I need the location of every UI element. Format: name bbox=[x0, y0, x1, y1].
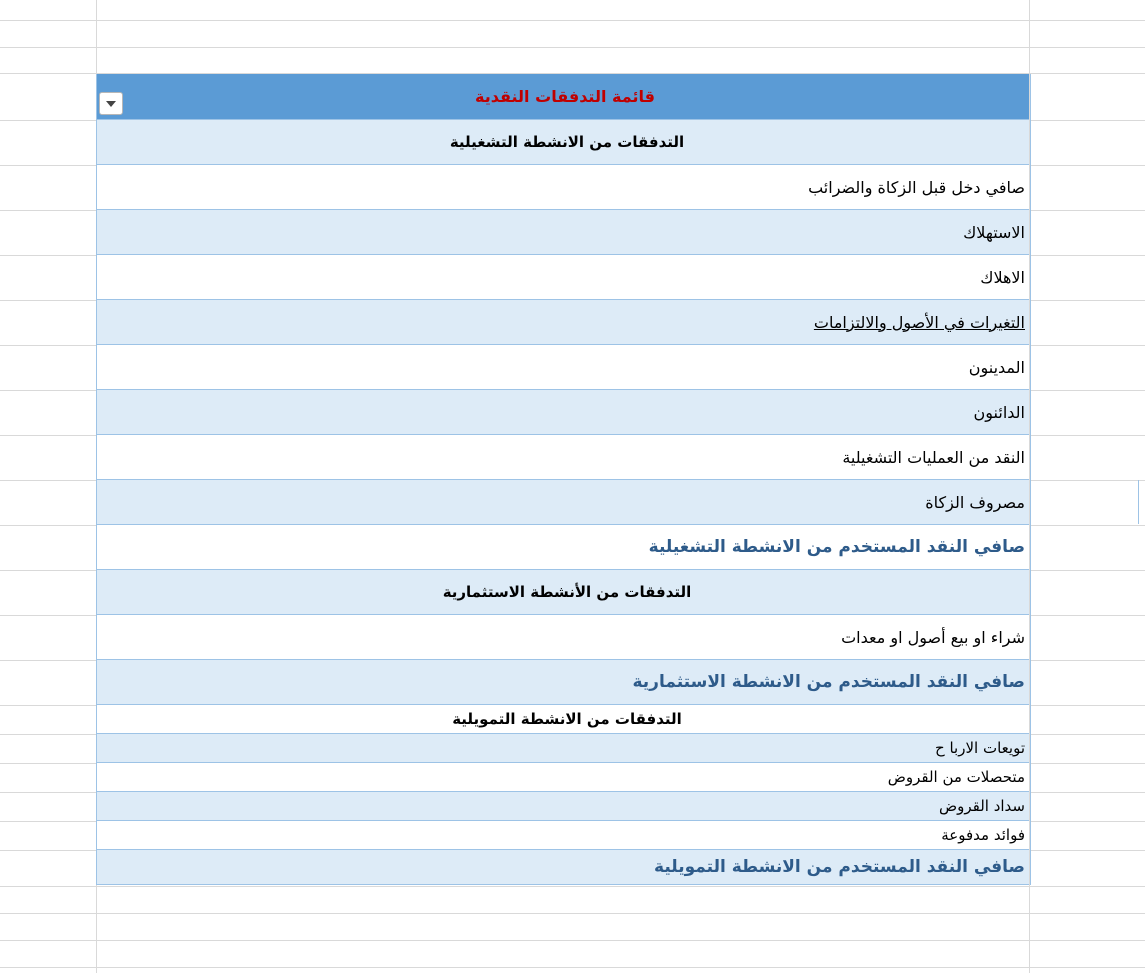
total-label: صافي النقد المستخدم من الانشطة التمويلية bbox=[654, 857, 1025, 877]
section-row-investing[interactable] bbox=[97, 570, 1029, 615]
grid-line bbox=[0, 913, 1145, 914]
dropdown-arrow-icon bbox=[106, 101, 116, 107]
table-row[interactable] bbox=[97, 390, 1029, 435]
filter-dropdown-button[interactable] bbox=[99, 92, 123, 115]
total-row-financing[interactable] bbox=[97, 850, 1029, 885]
row-label: سداد القروض bbox=[938, 797, 1025, 815]
total-row-operating[interactable] bbox=[97, 525, 1029, 570]
row-label: النقد من العمليات التشغيلية bbox=[842, 447, 1025, 467]
table-row[interactable] bbox=[97, 345, 1029, 390]
row-label: التغيرات في الأصول والالتزامات bbox=[813, 312, 1025, 332]
row-label: الاهلاك bbox=[980, 267, 1025, 287]
total-label: صافي النقد المستخدم من الانشطة الاستثمارية bbox=[632, 672, 1025, 692]
grid-line bbox=[0, 940, 1145, 941]
table-row[interactable] bbox=[97, 480, 1029, 525]
table-row[interactable] bbox=[97, 615, 1029, 660]
section-row-operating[interactable] bbox=[97, 120, 1029, 165]
section-label: التدفقات من الانشطة التمويلية bbox=[452, 710, 682, 728]
row-label: الاستهلاك bbox=[963, 222, 1025, 242]
table-row[interactable] bbox=[97, 763, 1029, 792]
grid-line bbox=[0, 886, 1145, 887]
cash-flow-table bbox=[97, 74, 1029, 885]
table-row[interactable] bbox=[97, 792, 1029, 821]
table-row[interactable] bbox=[97, 255, 1029, 300]
row-label: صافي دخل قبل الزكاة والضرائب bbox=[808, 177, 1025, 197]
grid-line bbox=[0, 967, 1145, 968]
section-label: التدفقات من الانشطة التشغيلية bbox=[449, 133, 685, 151]
row-label: شراء او بيع أصول او معدات bbox=[841, 627, 1025, 647]
table-title: قائمة التدفقات النقدية bbox=[475, 87, 655, 106]
grid-line bbox=[0, 20, 1145, 21]
row-label: فوائد مدفوعة bbox=[941, 826, 1025, 844]
row-label: تويعات الاربا ح bbox=[935, 739, 1025, 757]
total-row-investing[interactable] bbox=[97, 660, 1029, 705]
section-row-financing[interactable] bbox=[97, 705, 1029, 734]
section-label: التدفقات من الأنشطة الاستثمارية bbox=[442, 583, 692, 601]
table-row[interactable] bbox=[97, 821, 1029, 850]
table-row[interactable] bbox=[97, 734, 1029, 763]
row-label: مصروف الزكاة bbox=[925, 492, 1025, 512]
table-row[interactable] bbox=[97, 210, 1029, 255]
grid-line bbox=[0, 47, 1145, 48]
table-row[interactable] bbox=[97, 300, 1029, 345]
row-label: الدائنون bbox=[973, 402, 1025, 422]
table-title-cell[interactable] bbox=[97, 74, 1029, 120]
total-label: صافي النقد المستخدم من الانشطة التشغيلية bbox=[648, 537, 1025, 557]
grid-line bbox=[1029, 0, 1030, 973]
table-row[interactable] bbox=[97, 435, 1029, 480]
row-label: متحصلات من القروض bbox=[887, 768, 1025, 786]
table-row[interactable] bbox=[97, 165, 1029, 210]
row-label: المدينون bbox=[968, 357, 1025, 377]
cell-edge bbox=[1138, 480, 1139, 524]
